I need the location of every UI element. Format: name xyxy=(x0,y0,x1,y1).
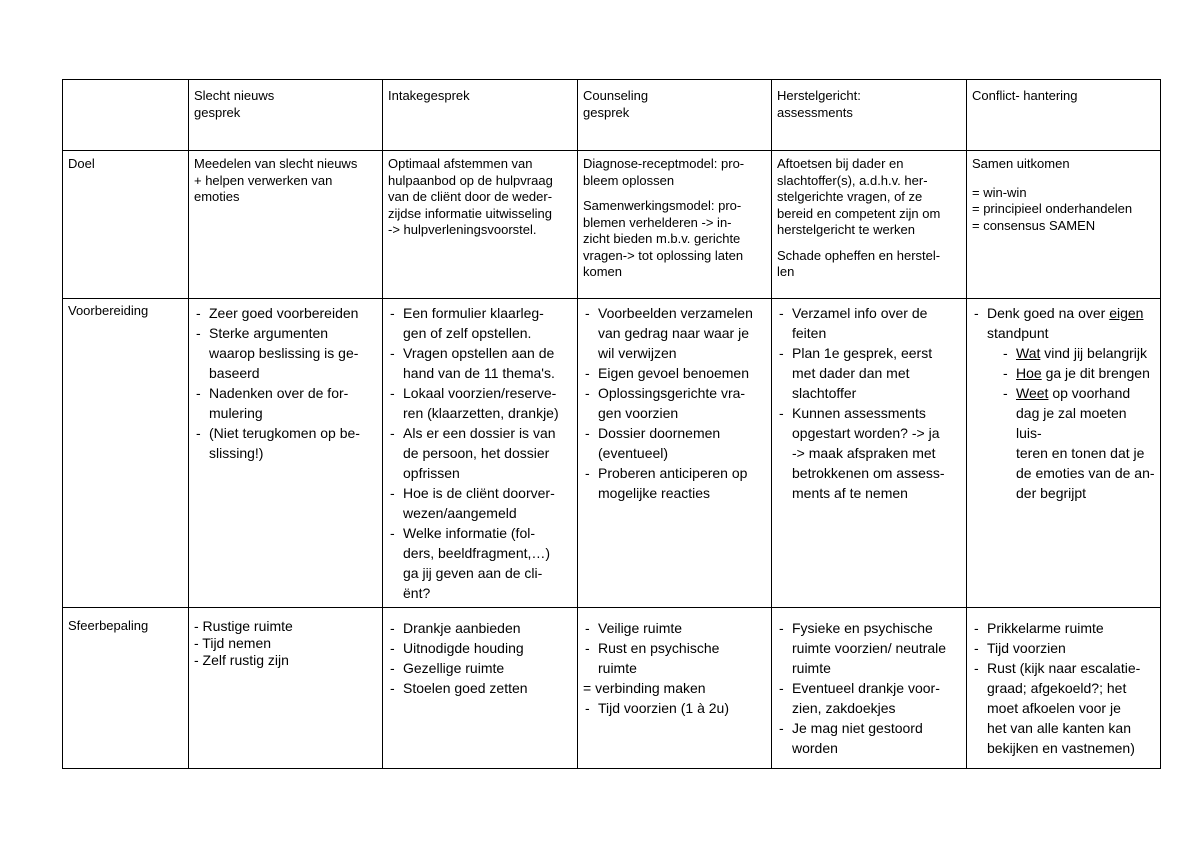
sub-item-text: vind jij belangrijk xyxy=(1040,345,1147,361)
sfeer-slecht-nieuws-list xyxy=(194,618,378,669)
voorb-slecht-nieuws-list xyxy=(194,303,378,463)
list-item xyxy=(1001,363,1156,383)
list-item: - Plan 1e gesprek, eerst met dader dan met slachtoffer xyxy=(777,343,962,403)
list-item: - (Niet terugkomen op be- slissing!) xyxy=(194,423,378,463)
sfeer-counseling xyxy=(578,608,772,769)
conflict-intro-underlined: eigen xyxy=(1109,305,1144,321)
list-item: - Proberen anticiperen op mogelijke reacties xyxy=(583,463,767,503)
list-item: - Tijd voorzien xyxy=(972,638,1156,658)
list-item xyxy=(1001,343,1156,363)
list-item: - Prikkelarme ruimte xyxy=(972,618,1156,638)
doel-slecht-nieuws-text: Meedelen van slecht nieuws + helpen verwerken van emoties xyxy=(194,156,358,204)
doel-herstelgericht xyxy=(772,151,967,299)
row-label-voorbereiding-text: Voorbereiding xyxy=(68,303,149,318)
doel-intake xyxy=(383,151,578,299)
header-intakegesprek-text: Intakegesprek xyxy=(388,88,470,103)
header-herstelgericht xyxy=(772,80,967,151)
list-item: - Dossier doornemen (eventueel) xyxy=(583,423,767,463)
voorb-herstelgericht-list xyxy=(777,303,962,503)
list-item: - Welke informatie (fol- ders, beeldfragment,…) ga jij geven aan de cli- ënt? xyxy=(388,523,573,603)
voorb-intake-list xyxy=(388,303,573,603)
voorb-conflict xyxy=(967,299,1161,608)
sfeer-herstelgericht-list xyxy=(777,618,962,758)
header-herstelgericht-text: Herstelgericht: assessments xyxy=(777,88,861,120)
row-label-voorbereiding xyxy=(63,299,189,608)
table-row-header xyxy=(63,80,1161,151)
list-item: - Voorbeelden verzamelen van gedrag naar waar je wil verwijzen xyxy=(583,303,767,363)
header-slecht-nieuws xyxy=(189,80,383,151)
header-counseling xyxy=(578,80,772,151)
voorb-slecht-nieuws xyxy=(189,299,383,608)
list-item: - Uitnodigde houding xyxy=(388,638,573,658)
sfeer-counseling-line: = verbinding maken xyxy=(583,680,706,696)
doel-counseling-p2: Samenwerkingsmodel: pro- blemen verhelderen -> in- zicht bieden m.b.v. gerichte vragen-> tot oplossing laten komen xyxy=(583,198,744,279)
sub-item-text: ga je dit brengen xyxy=(1041,365,1150,381)
table-row-doel xyxy=(63,151,1161,299)
list-item xyxy=(1001,383,1156,503)
sfeer-counseling-list2 xyxy=(583,698,767,718)
list-item: - Vragen opstellen aan de hand van de 11 thema's. xyxy=(388,343,573,383)
list-item: - Sterke argumenten waarop beslissing is ge- baseerd xyxy=(194,323,378,383)
table-row-sfeerbepaling xyxy=(63,608,1161,769)
list-item: - Hoe is de cliënt doorver- wezen/aangemeld xyxy=(388,483,573,523)
list-item: - Rustige ruimte xyxy=(194,618,293,634)
sfeer-herstelgericht xyxy=(772,608,967,769)
voorb-conflict-list xyxy=(972,303,1156,503)
header-slecht-nieuws-text: Slecht nieuws gesprek xyxy=(194,88,275,120)
sub-item-keyword: Weet xyxy=(1016,385,1049,401)
doel-slecht-nieuws xyxy=(189,151,383,299)
row-label-doel-text: Doel xyxy=(68,156,95,171)
sub-item-keyword: Hoe xyxy=(1016,365,1042,381)
doel-counseling xyxy=(578,151,772,299)
voorb-counseling xyxy=(578,299,772,608)
list-item: - Tijd nemen xyxy=(194,635,272,651)
list-item: - Een formulier klaarleg- gen of zelf opstellen. xyxy=(388,303,573,343)
list-item: - Nadenken over de for- mulering xyxy=(194,383,378,423)
list-item: - Stoelen goed zetten xyxy=(388,678,573,698)
row-label-sfeerbepaling-text: Sfeerbepaling xyxy=(68,618,149,633)
list-item: - Zelf rustig zijn xyxy=(194,652,289,668)
doel-conflict xyxy=(967,151,1161,299)
list-item: - Fysieke en psychische ruimte voorzien/ neutrale ruimte xyxy=(777,618,962,678)
list-item: - Zeer goed voorbereiden xyxy=(194,303,378,323)
header-conflict-text: Conflict- hantering xyxy=(972,88,1078,103)
list-item: - Rust (kijk naar escalatie- graad; afgekoeld?; het moet afkoelen voor je het van alle kanten kan bekijken en vastnemen) xyxy=(972,658,1156,758)
list-item xyxy=(972,303,1156,503)
sub-item-text: op voorhand dag je zal moeten luis- teren en tonen dat je de emoties van de an- der begrijpt xyxy=(1016,385,1155,501)
voorb-counseling-list xyxy=(583,303,767,503)
table-row-voorbereiding xyxy=(63,299,1161,608)
doel-intake-text: Optimaal afstemmen van hulpaanbod op de hulpvraag van de cliënt door de weder- zijdse informatie uitwisseling -> hulpverleningsvoorstel. xyxy=(388,156,553,237)
list-item: - Drankje aanbieden xyxy=(388,618,573,638)
doel-conflict-p2: = win-win = principieel onderhandelen = consensus SAMEN xyxy=(972,184,1133,233)
doel-conflict-p1: Samen uitkomen xyxy=(972,156,1070,171)
conflict-sub-list xyxy=(987,343,1156,503)
voorb-intake xyxy=(383,299,578,608)
list-item: - Eventueel drankje voor- zien, zakdoekjes xyxy=(777,678,962,718)
row-label-sfeerbepaling xyxy=(63,608,189,769)
list-item: - Verzamel info over de feiten xyxy=(777,303,962,343)
list-item: - Eigen gevoel benoemen xyxy=(583,363,767,383)
list-item: - Gezellige ruimte xyxy=(388,658,573,678)
header-counseling-text: Counseling gesprek xyxy=(583,88,649,120)
list-item: - Veilige ruimte xyxy=(583,618,767,638)
doel-herstelgericht-p1: Aftoetsen bij dader en slachtoffer(s), a.d.h.v. her- stelgerichte vragen, of ze bereid en competent zijn om herstelgericht te werken xyxy=(777,156,941,237)
sfeer-conflict-list xyxy=(972,618,1156,758)
voorb-herstelgericht xyxy=(772,299,967,608)
header-cell-empty xyxy=(63,80,189,151)
list-item: - Lokaal voorzien/reserve- ren (klaarzetten, drankje) xyxy=(388,383,573,423)
doel-herstelgericht-p2: Schade opheffen en herstel- len xyxy=(777,247,941,279)
sfeer-counseling-list xyxy=(583,618,767,678)
sub-item-keyword: Wat xyxy=(1016,345,1041,361)
list-item: - Als er een dossier is van de persoon, het dossier opfrissen xyxy=(388,423,573,483)
conflict-intro-rest: standpunt xyxy=(987,325,1049,341)
list-item: - Je mag niet gestoord worden xyxy=(777,718,962,758)
list-item: - Rust en psychische ruimte xyxy=(583,638,767,678)
sfeer-intake xyxy=(383,608,578,769)
doel-counseling-p1: Diagnose-receptmodel: pro- bleem oplossen xyxy=(583,156,745,188)
sfeer-slecht-nieuws xyxy=(189,608,383,769)
list-item: - Kunnen assessments opgestart worden? -> ja -> maak afspraken met betrokkenen om assess- ments af te nemen xyxy=(777,403,962,503)
conflict-intro-text: Denk goed na over xyxy=(987,305,1110,321)
header-conflict xyxy=(967,80,1161,151)
sfeer-conflict xyxy=(967,608,1161,769)
list-item: - Oplossingsgerichte vra- gen voorzien xyxy=(583,383,767,423)
comparison-table xyxy=(62,79,1161,769)
row-label-doel xyxy=(63,151,189,299)
list-item: - Tijd voorzien (1 à 2u) xyxy=(583,698,767,718)
header-intakegesprek xyxy=(383,80,578,151)
sfeer-intake-list xyxy=(388,618,573,698)
